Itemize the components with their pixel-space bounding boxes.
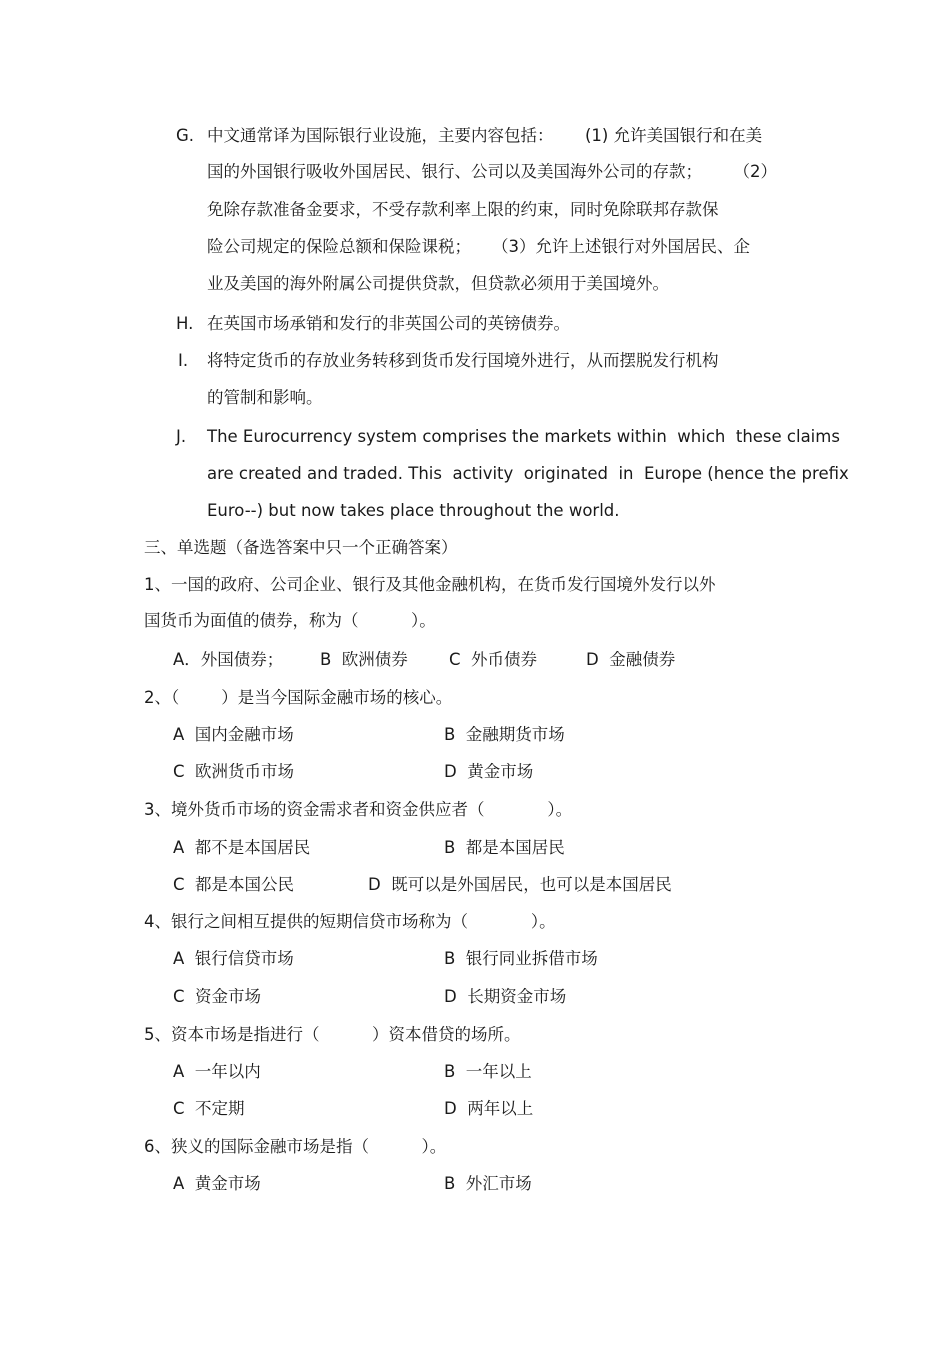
question-6-line-1: 6、狭义的国际金融市场是指（ ）。	[144, 1137, 447, 1156]
section-title: 三、单选题（备选答案中只一个正确答案）	[144, 538, 458, 557]
question-5-option-c: C 不定期	[173, 1099, 245, 1118]
question-1-line-2: 国货币为面值的债券，称为（ ）。	[144, 611, 436, 630]
question-3-option-a: A 都不是本国居民	[173, 838, 311, 857]
question-3-option-b: B 都是本国居民	[444, 838, 565, 857]
item-label-g: G.	[176, 126, 195, 145]
item-g-line-4: 险公司规定的保险总额和保险课税； （3）允许上述银行对外国居民、企	[207, 237, 750, 256]
question-2-line-1: 2、（ ）是当今国际金融市场的核心。	[144, 688, 453, 707]
question-4-line-1: 4、银行之间相互提供的短期信贷市场称为（ ）。	[144, 912, 556, 931]
question-1-line-1: 1、一国的政府、公司企业、银行及其他金融机构，在货币发行国境外发行以外	[144, 575, 716, 594]
question-5-option-a: A 一年以内	[173, 1062, 261, 1081]
item-h-line-1: 在英国市场承销和发行的非英国公司的英镑债券。	[207, 314, 570, 333]
question-1-option-a: A．外国债券；	[173, 650, 284, 669]
question-2-option-d: D 黄金市场	[444, 762, 534, 781]
question-5-line-1: 5、资本市场是指进行（ ）资本借贷的场所。	[144, 1025, 521, 1044]
question-3-option-c: C 都是本国公民	[173, 875, 295, 894]
question-4-option-b: B 银行同业拆借市场	[444, 949, 598, 968]
item-label-i: I.	[178, 351, 189, 370]
question-6-option-a: A 黄金市场	[173, 1174, 261, 1193]
question-5-option-d: D 两年以上	[444, 1099, 534, 1118]
item-j-line-1: The Eurocurrency system comprises the markets within which these claims	[207, 427, 840, 446]
item-i-line-1: 将特定货币的存放业务转移到货币发行国境外进行，从而摆脱发行机构	[207, 351, 719, 370]
question-3-line-1: 3、境外货币市场的资金需求者和资金供应者（ ）。	[144, 800, 573, 819]
question-1-option-c: C 外币债券	[449, 650, 538, 669]
item-g-line-5: 业及美国的海外附属公司提供贷款，但贷款必须用于美国境外。	[207, 274, 669, 293]
item-j-line-3: Euro--) but now takes place throughout the world.	[207, 501, 620, 520]
item-j-line-2: are created and traded. This activity originated in Europe (hence the prefix	[207, 464, 849, 483]
question-2-option-c: C 欧洲货币市场	[173, 762, 295, 781]
question-1-option-b: B 欧洲债券	[320, 650, 408, 669]
item-label-j: J.	[176, 427, 187, 446]
question-4-option-d: D 长期资金市场	[444, 987, 567, 1006]
question-6-option-b: B 外汇市场	[444, 1174, 532, 1193]
question-2-option-b: B 金融期货市场	[444, 725, 565, 744]
item-g-line-2: 国的外国银行吸收外国居民、银行、公司以及美国海外公司的存款； （2）	[207, 162, 777, 181]
question-4-option-a: A 银行信贷市场	[173, 949, 294, 968]
question-1-option-d: D 金融债券	[586, 650, 676, 669]
question-3-option-d: D 既可以是外国居民，也可以是本国居民	[368, 875, 672, 894]
item-i-line-2: 的管制和影响。	[207, 388, 323, 407]
question-2-option-a: A 国内金融市场	[173, 725, 294, 744]
item-g-line-1: 中文通常译为国际银行业设施，主要内容包括： (1) 允许美国银行和在美	[207, 126, 763, 145]
question-5-option-b: B 一年以上	[444, 1062, 532, 1081]
question-4-option-c: C 资金市场	[173, 987, 262, 1006]
item-g-line-3: 免除存款准备金要求，不受存款利率上限的约束，同时免除联邦存款保	[207, 200, 719, 219]
item-label-h: H.	[176, 314, 194, 333]
